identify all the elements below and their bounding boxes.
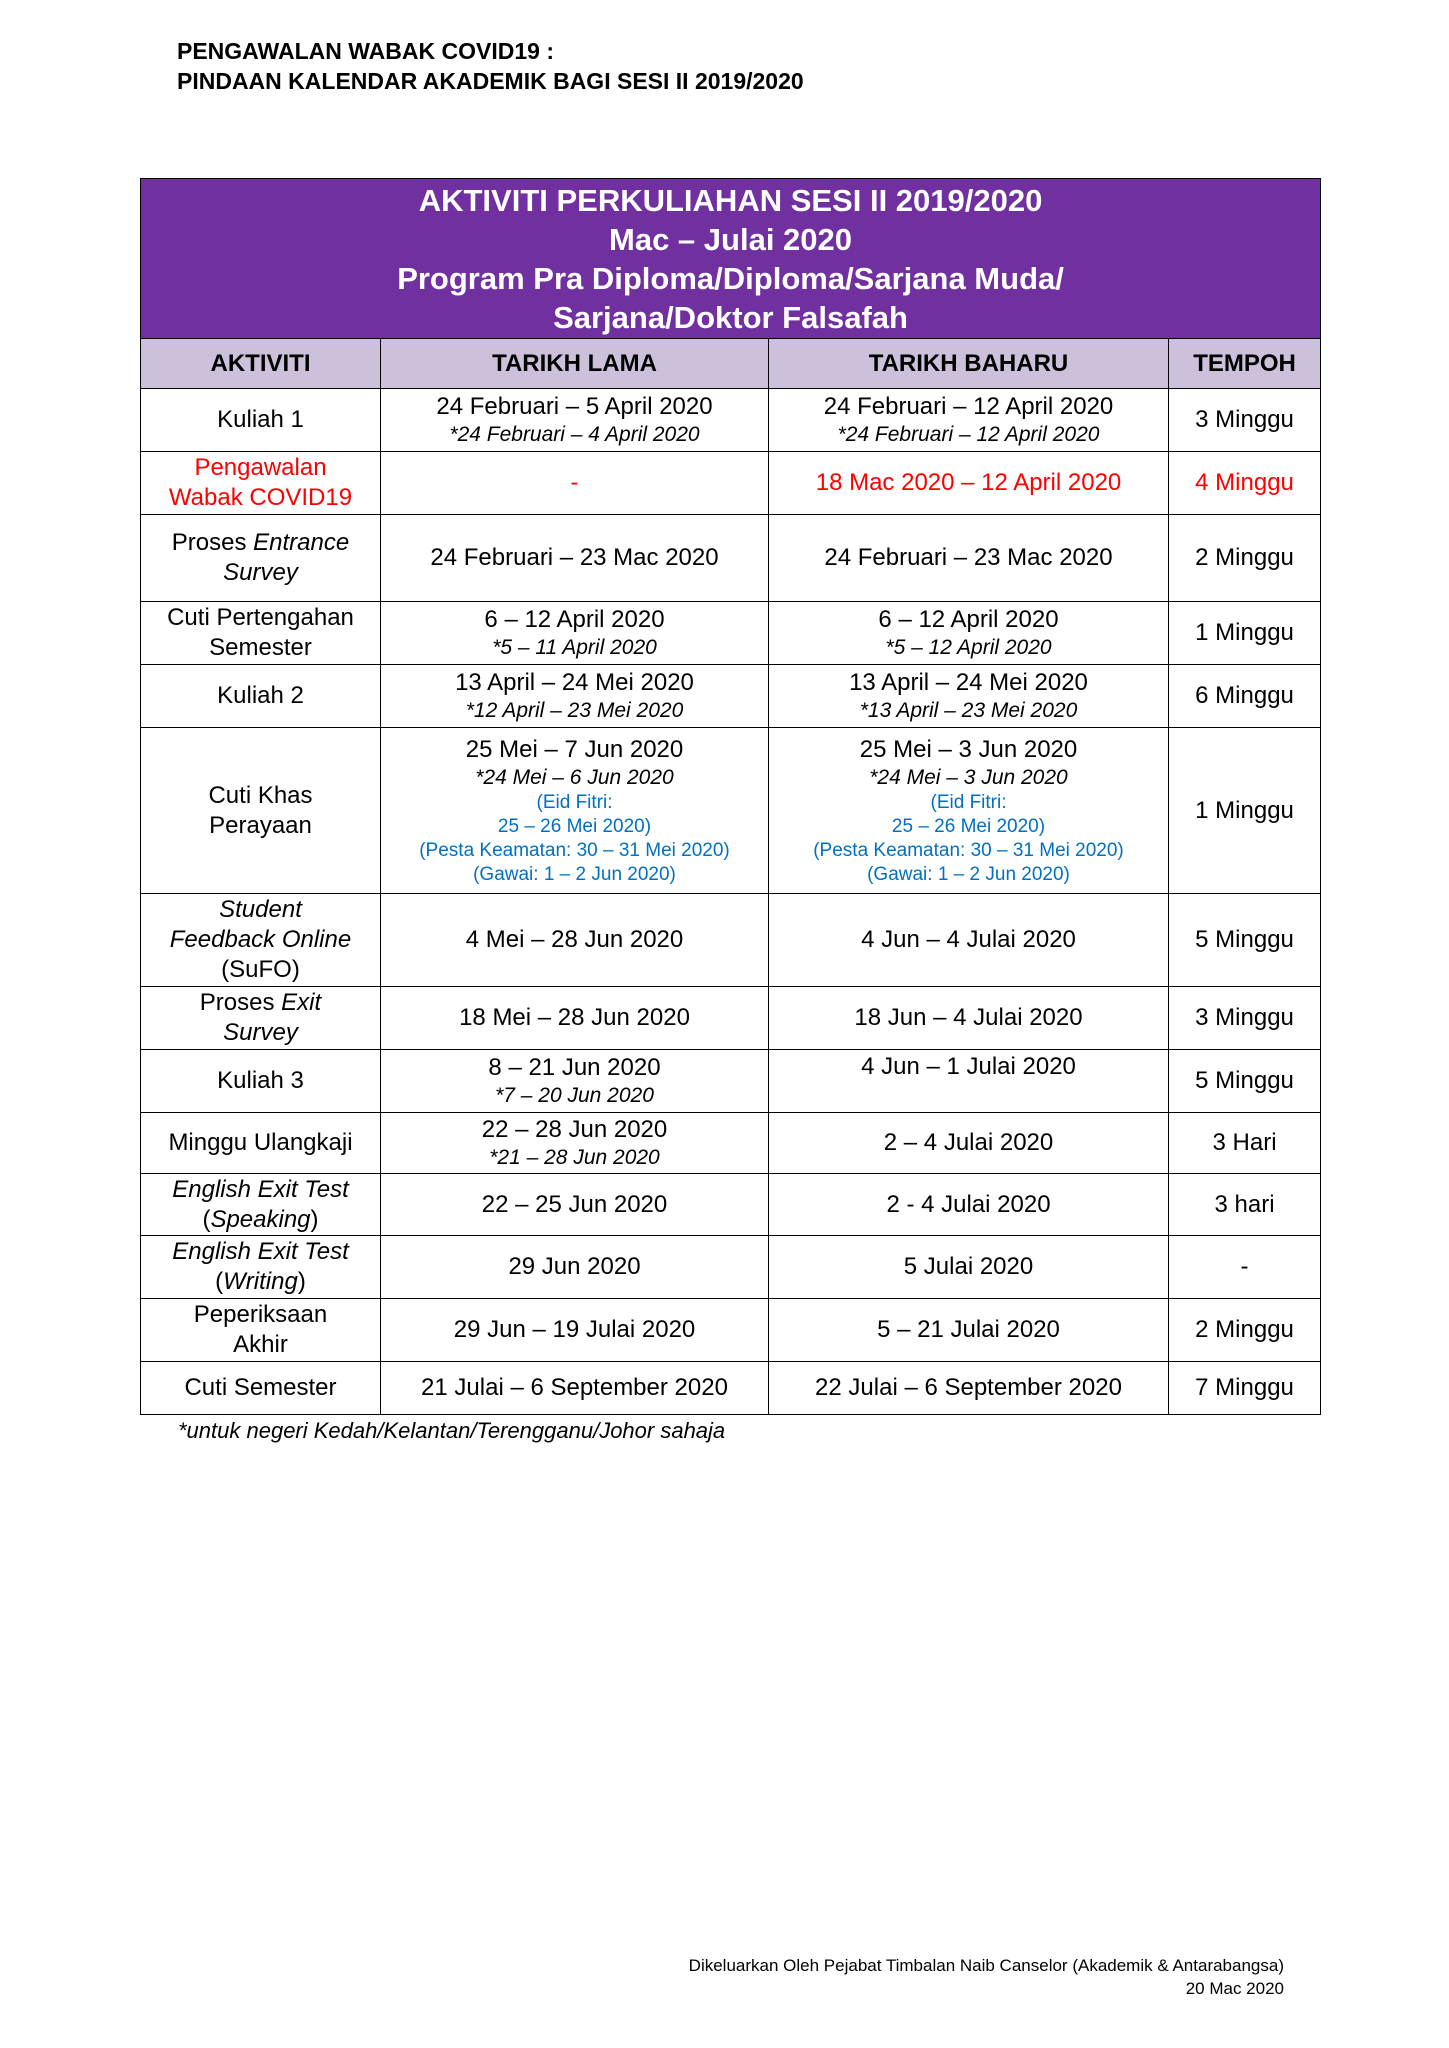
old-date-cell: 21 Julai – 6 September 2020 <box>381 1362 769 1415</box>
table-row <box>141 452 1321 515</box>
old-date-alt: *24 Mei – 6 Jun 2020 <box>475 765 674 789</box>
table-row <box>141 1174 1321 1236</box>
duration-cell: 1 Minggu <box>1169 728 1321 894</box>
activity-label-italic: Survey <box>223 559 298 586</box>
new-date-cell: 4 Jun – 4 Julai 2020 <box>769 894 1169 987</box>
new-date-cell: 2 - 4 Julai 2020 <box>769 1174 1169 1236</box>
activity-label-italic: Survey <box>223 1019 298 1046</box>
activity-cell <box>141 1299 381 1362</box>
activity-label: Semester <box>209 634 312 661</box>
table-row <box>141 1299 1321 1362</box>
new-date-cell <box>769 665 1169 728</box>
holiday-note: (Eid Fitri: <box>536 791 613 813</box>
activity-label: Proses <box>171 529 254 556</box>
academic-calendar-table <box>140 178 1321 1415</box>
table-row <box>141 894 1321 987</box>
duration-cell: 6 Minggu <box>1169 665 1321 728</box>
old-date-cell: 22 – 25 Jun 2020 <box>381 1174 769 1236</box>
holiday-note: (Pesta Keamatan: 30 – 31 Mei 2020) <box>813 839 1124 861</box>
holiday-note: (Gawai: 1 – 2 Jun 2020) <box>867 863 1070 885</box>
new-date-alt: *13 April – 23 Mei 2020 <box>859 699 1078 722</box>
old-date-cell <box>381 602 769 665</box>
activity-label: Cuti Semester <box>184 1374 337 1401</box>
header-activity: AKTIVITI <box>141 339 381 389</box>
new-date: 25 Mei – 3 Jun 2020 <box>859 735 1078 763</box>
table-row <box>141 389 1321 452</box>
old-date-cell: 29 Jun 2020 <box>381 1236 769 1299</box>
activity-label: Akhir <box>233 1331 288 1358</box>
old-date: 13 April – 24 Mei 2020 <box>455 669 694 696</box>
duration-cell: 3 hari <box>1169 1174 1321 1236</box>
activity-cell <box>141 1236 381 1299</box>
new-date-cell: 2 – 4 Julai 2020 <box>769 1113 1169 1174</box>
activity-label: ( <box>215 1268 224 1295</box>
duration-cell: 3 Hari <box>1169 1113 1321 1174</box>
activity-label: Kuliah 1 <box>217 406 304 433</box>
table-row <box>141 1113 1321 1174</box>
table-row <box>141 515 1321 602</box>
activity-label-italic: Student <box>219 896 302 923</box>
activity-label-italic: Speaking <box>210 1205 311 1233</box>
activity-label: Pengawalan <box>194 454 327 481</box>
new-date-cell <box>769 389 1169 452</box>
new-date-alt: *5 – 12 April 2020 <box>885 636 1052 659</box>
issue-date: 20 Mac 2020 <box>1185 1979 1284 1998</box>
old-date-cell: 24 Februari – 23 Mac 2020 <box>381 515 769 602</box>
old-date: 25 Mei – 7 Jun 2020 <box>465 735 684 763</box>
old-date-cell <box>381 1113 769 1174</box>
new-date-cell: 18 Jun – 4 Julai 2020 <box>769 987 1169 1050</box>
duration-cell: 4 Minggu <box>1169 452 1321 515</box>
table-row <box>141 728 1321 894</box>
table-row <box>141 1362 1321 1415</box>
activity-label-italic: English Exit Test <box>172 1175 349 1203</box>
new-date: 13 April – 24 Mei 2020 <box>849 669 1088 696</box>
activity-cell <box>141 987 381 1050</box>
old-date-cell: - <box>381 452 769 515</box>
activity-label: Minggu Ulangkaji <box>168 1129 353 1156</box>
activity-label-italic: Feedback Online <box>169 926 352 953</box>
table-row <box>141 665 1321 728</box>
banner-line4: Sarjana/Doktor Falsafah <box>553 299 908 335</box>
duration-cell: - <box>1169 1236 1321 1299</box>
duration-cell: 3 Minggu <box>1169 987 1321 1050</box>
activity-label: Kuliah 2 <box>217 682 304 709</box>
activity-label: ) <box>310 1205 319 1233</box>
banner-line3: Program Pra Diploma/Diploma/Sarjana Muda/ <box>397 260 1064 296</box>
activity-cell <box>141 728 381 894</box>
activity-label: Proses <box>199 989 282 1016</box>
column-header-row <box>141 339 1321 389</box>
activity-cell <box>141 1113 381 1174</box>
new-date-cell: 5 Julai 2020 <box>769 1236 1169 1299</box>
old-date-cell <box>381 728 769 894</box>
document-title-line2: PINDAAN KALENDAR AKADEMIK BAGI SESI II 2019/2020 <box>177 68 804 94</box>
duration-cell: 7 Minggu <box>1169 1362 1321 1415</box>
new-date-alt: *24 Februari – 12 April 2020 <box>837 423 1100 446</box>
activity-label-italic: Writing <box>223 1268 298 1295</box>
new-date-cell <box>769 602 1169 665</box>
duration-cell: 2 Minggu <box>1169 1299 1321 1362</box>
table-row <box>141 1050 1321 1113</box>
activity-cell <box>141 1050 381 1113</box>
old-date-cell: 18 Mei – 28 Jun 2020 <box>381 987 769 1050</box>
document-title-line1: PENGAWALAN WABAK COVID19 : <box>177 38 554 64</box>
activity-label: ) <box>297 1268 306 1295</box>
activity-label: Cuti Khas <box>208 781 313 809</box>
old-date-alt: *21 – 28 Jun 2020 <box>489 1146 660 1169</box>
holiday-note: (Pesta Keamatan: 30 – 31 Mei 2020) <box>419 839 730 861</box>
activity-cell <box>141 452 381 515</box>
holiday-note: (Eid Fitri: <box>930 791 1007 813</box>
activity-label: (SuFO) <box>221 956 300 983</box>
activity-label-italic: English Exit Test <box>172 1238 349 1265</box>
holiday-note: (Gawai: 1 – 2 Jun 2020) <box>473 863 676 885</box>
activity-cell <box>141 1362 381 1415</box>
new-date-cell: 5 – 21 Julai 2020 <box>769 1299 1169 1362</box>
duration-cell: 3 Minggu <box>1169 389 1321 452</box>
activity-label-italic: Entrance <box>253 529 350 556</box>
old-date-alt: *5 – 11 April 2020 <box>492 636 657 659</box>
activity-cell <box>141 602 381 665</box>
old-date: 24 Februari – 5 April 2020 <box>436 393 713 420</box>
activity-label: Perayaan <box>209 811 312 839</box>
new-date-alt: *24 Mei – 3 Jun 2020 <box>869 765 1068 789</box>
header-old-date: TARIKH LAMA <box>381 339 769 389</box>
activity-cell <box>141 894 381 987</box>
new-date: 24 Februari – 12 April 2020 <box>823 393 1114 420</box>
new-date-cell: 18 Mac 2020 – 12 April 2020 <box>769 452 1169 515</box>
activity-label: Cuti Pertengahan <box>167 604 354 631</box>
header-duration: TEMPOH <box>1169 339 1321 389</box>
document-title <box>177 36 804 96</box>
issuer-office: Dikeluarkan Oleh Pejabat Timbalan Naib Canselor (Akademik & Antarabangsa) <box>688 1956 1284 1975</box>
duration-cell: 5 Minggu <box>1169 1050 1321 1113</box>
old-date-alt: *24 Februari – 4 April 2020 <box>449 423 700 446</box>
old-date: 22 – 28 Jun 2020 <box>481 1116 668 1143</box>
old-date-cell <box>381 665 769 728</box>
activity-cell <box>141 665 381 728</box>
new-date-cell: 24 Februari – 23 Mac 2020 <box>769 515 1169 602</box>
old-date: 8 – 21 Jun 2020 <box>488 1054 661 1081</box>
table-row <box>141 1236 1321 1299</box>
new-date: 6 – 12 April 2020 <box>878 606 1059 633</box>
activity-cell <box>141 1174 381 1236</box>
old-date-cell: 4 Mei – 28 Jun 2020 <box>381 894 769 987</box>
old-date-cell: 29 Jun – 19 Julai 2020 <box>381 1299 769 1362</box>
old-date-alt: *7 – 20 Jun 2020 <box>495 1084 654 1107</box>
new-date-cell <box>769 728 1169 894</box>
header-new-date: TARIKH BAHARU <box>769 339 1169 389</box>
old-date-cell <box>381 389 769 452</box>
new-date-cell: 22 Julai – 6 September 2020 <box>769 1362 1169 1415</box>
holiday-note: 25 – 26 Mei 2020) <box>497 815 652 837</box>
activity-cell <box>141 515 381 602</box>
holiday-note: 25 – 26 Mei 2020) <box>891 815 1046 837</box>
activity-label: Peperiksaan <box>193 1301 328 1328</box>
duration-cell: 1 Minggu <box>1169 602 1321 665</box>
table-row <box>141 602 1321 665</box>
footnote: *untuk negeri Kedah/Kelantan/Terengganu/Johor sahaja <box>178 1418 726 1443</box>
duration-cell: 2 Minggu <box>1169 515 1321 602</box>
activity-label: Kuliah 3 <box>217 1067 304 1094</box>
duration-cell: 5 Minggu <box>1169 894 1321 987</box>
old-date: 6 – 12 April 2020 <box>484 606 665 633</box>
table-banner <box>141 179 1321 339</box>
issuer-block <box>689 1954 1284 2000</box>
activity-label-italic: Exit <box>281 989 322 1016</box>
activity-cell <box>141 389 381 452</box>
activity-label: ( <box>202 1205 211 1233</box>
activity-label: Wabak COVID19 <box>168 484 353 511</box>
table-row <box>141 987 1321 1050</box>
banner-line2: Mac – Julai 2020 <box>609 221 853 257</box>
old-date-alt: *12 April – 23 Mei 2020 <box>465 699 684 722</box>
banner-line1: AKTIVITI PERKULIAHAN SESI II 2019/2020 <box>418 182 1043 218</box>
old-date-cell <box>381 1050 769 1113</box>
new-date-cell: 4 Jun – 1 Julai 2020 <box>769 1050 1169 1113</box>
